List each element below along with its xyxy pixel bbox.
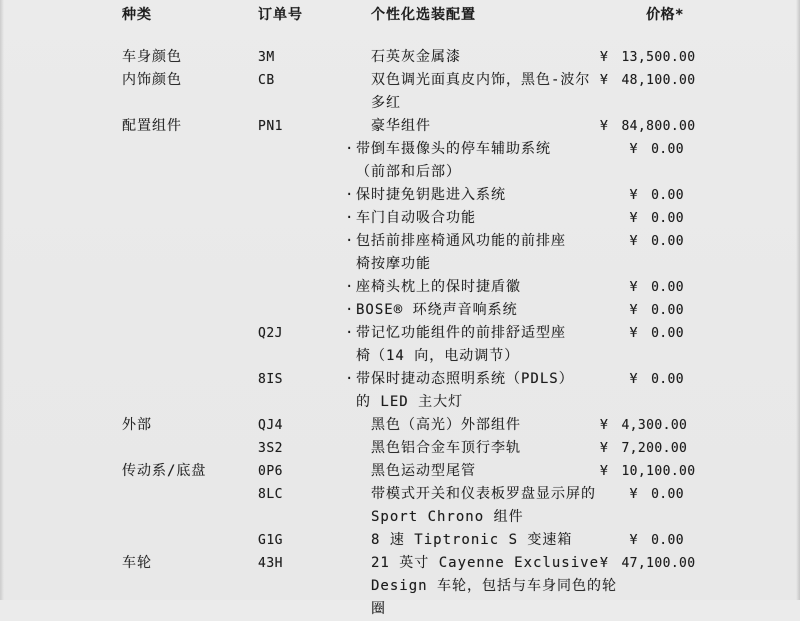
category-cell: 传动系/底盘 [122, 463, 207, 479]
table-row [0, 483, 800, 529]
config-line [345, 391, 600, 414]
category-cell [122, 230, 258, 276]
config-line-text: 8 速 Tiptronic S 变速箱 [371, 532, 573, 548]
category-cell [122, 529, 258, 552]
price-cell: ¥ 47,100.00 [600, 556, 696, 571]
table-row [0, 460, 800, 483]
table-row [0, 529, 800, 552]
header-order-code: 订单号 [258, 7, 303, 23]
category-cell: 车轮 [122, 555, 152, 571]
config-line-text: 黑色（高光）外部组件 [371, 417, 521, 433]
config-cell [345, 552, 618, 621]
config-line [345, 46, 600, 69]
price-cell: ¥ 0.00 [629, 211, 684, 226]
config-line-text: 石英灰金属漆 [371, 49, 461, 65]
config-line [345, 460, 600, 483]
price-cell: ¥ 10,100.00 [600, 464, 696, 479]
price-cell: ¥ 13,500.00 [600, 50, 696, 65]
config-line [345, 598, 600, 621]
table-row [0, 138, 800, 184]
config-line-text: Design 车轮，包括与车身同色的轮 [371, 578, 618, 594]
config-line-text: 黑色铝合金车顶行李轨 [371, 440, 521, 456]
table-row [0, 368, 800, 414]
config-line-text: 包括前排座椅通风功能的前排座 [356, 233, 566, 249]
config-line [345, 161, 600, 184]
price-cell: ¥ 48,100.00 [600, 73, 696, 88]
config-line-text: 椅（14 向，电动调节） [356, 348, 520, 364]
table-row [0, 207, 800, 230]
config-line-text: 带倒车摄像头的停车辅助系统 [356, 141, 551, 157]
config-line-text: 带记忆功能组件的前排舒适型座 [356, 325, 566, 341]
price-cell: ¥ 0.00 [629, 326, 684, 341]
config-line [345, 276, 600, 299]
config-cell [345, 460, 600, 483]
header-price: 价格* [646, 7, 684, 23]
category-cell: 车身颜色 [122, 49, 182, 65]
price-cell: ¥ 0.00 [629, 303, 684, 318]
code-cell [258, 230, 345, 276]
page-right-edge-shadow [796, 0, 800, 600]
code-cell: 3M [258, 50, 275, 65]
table-row [0, 46, 800, 69]
category-cell: 配置组件 [122, 118, 182, 134]
config-line [345, 552, 600, 575]
config-line [345, 437, 600, 460]
code-cell: 3S2 [258, 441, 283, 456]
price-cell: ¥ 0.00 [629, 487, 684, 502]
category-cell [122, 368, 258, 414]
config-line-text: 豪华组件 [371, 118, 431, 134]
config-line [345, 368, 600, 391]
config-line [345, 483, 600, 506]
config-line [345, 138, 600, 161]
table-row [0, 299, 800, 322]
bullet-marker: · [345, 325, 355, 341]
config-cell [345, 322, 600, 368]
config-line [345, 253, 600, 276]
code-cell: G1G [258, 533, 283, 548]
config-line-text: 双色调光面真皮内饰，黑色-波尔 [371, 72, 591, 88]
table-body [0, 46, 800, 621]
price-cell: ¥ 84,800.00 [600, 119, 696, 134]
code-cell [258, 299, 345, 322]
config-cell [345, 276, 600, 299]
price-cell: ¥ 7,200.00 [600, 441, 688, 456]
config-cell [345, 414, 600, 437]
bullet-marker: · [345, 233, 355, 249]
config-cell [345, 138, 600, 184]
table-header [0, 4, 800, 27]
table-row [0, 69, 800, 115]
config-line [345, 414, 600, 437]
config-cell [345, 529, 600, 552]
config-line-text: BOSE® 环绕声音响系统 [356, 302, 518, 318]
config-line-text: 座椅头枕上的保时捷盾徽 [356, 279, 521, 295]
code-cell: 8IS [258, 372, 283, 387]
config-line [345, 230, 600, 253]
config-line [345, 69, 600, 92]
price-cell: ¥ 0.00 [629, 142, 684, 157]
price-cell: ¥ 4,300.00 [600, 418, 688, 433]
price-cell: ¥ 0.00 [629, 533, 684, 548]
code-cell: Q2J [258, 326, 283, 341]
header-config: 个性化选装配置 [371, 7, 476, 23]
header-category: 种类 [122, 7, 152, 23]
config-line-text: （前部和后部） [356, 164, 461, 180]
config-line [345, 322, 600, 345]
page-left-edge-shadow [0, 0, 4, 600]
table-row [0, 552, 800, 621]
config-cell [345, 46, 600, 69]
config-line-text: 保时捷免钥匙进入系统 [356, 187, 506, 203]
category-cell [122, 322, 258, 368]
config-line-text: 多红 [371, 95, 401, 111]
bullet-marker: · [345, 187, 355, 203]
config-cell [345, 115, 600, 138]
bullet-marker: · [345, 141, 355, 157]
bullet-marker: · [345, 371, 355, 387]
table-row [0, 437, 800, 460]
code-cell: 8LC [258, 487, 283, 502]
category-cell [122, 138, 258, 184]
code-cell: CB [258, 73, 275, 88]
code-cell: PN1 [258, 119, 283, 134]
config-line [345, 529, 600, 552]
code-cell: 0P6 [258, 464, 283, 479]
config-line-text: 圈 [371, 601, 386, 617]
category-cell: 内饰颜色 [122, 72, 182, 88]
price-cell: ¥ 0.00 [629, 372, 684, 387]
config-cell [345, 368, 600, 414]
config-line [345, 92, 600, 115]
config-line-text: 车门自动吸合功能 [356, 210, 476, 226]
config-line-text: 黑色运动型尾管 [371, 463, 476, 479]
config-line [345, 184, 600, 207]
config-line-text: 椅按摩功能 [356, 256, 431, 272]
table-row [0, 115, 800, 138]
config-cell [345, 230, 600, 276]
code-cell: QJ4 [258, 418, 283, 433]
category-cell [122, 299, 258, 322]
category-cell [122, 207, 258, 230]
table-row [0, 184, 800, 207]
config-cell [345, 483, 600, 529]
config-line [345, 299, 600, 322]
config-line-text: 带模式开关和仪表板罗盘显示屏的 [371, 486, 596, 502]
price-cell: ¥ 0.00 [629, 188, 684, 203]
price-cell: ¥ 0.00 [629, 280, 684, 295]
bullet-marker: · [345, 210, 355, 226]
bullet-marker: · [345, 302, 355, 318]
config-cell [345, 207, 600, 230]
category-cell [122, 276, 258, 299]
bullet-marker: · [345, 279, 355, 295]
table-row [0, 276, 800, 299]
category-cell [122, 184, 258, 207]
config-line [345, 575, 618, 598]
category-cell: 外部 [122, 417, 152, 433]
code-cell [258, 138, 345, 184]
config-cell [345, 437, 600, 460]
code-cell [258, 276, 345, 299]
table-row [0, 322, 800, 368]
table-row [0, 414, 800, 437]
code-cell: 43H [258, 556, 283, 571]
config-cell [345, 184, 600, 207]
config-cell [345, 69, 600, 115]
config-line-text: Sport Chrono 组件 [371, 509, 524, 525]
code-cell [258, 184, 345, 207]
config-line [345, 207, 600, 230]
config-line-text: 带保时捷动态照明系统（PDLS） [356, 371, 574, 387]
price-cell: ¥ 0.00 [629, 234, 684, 249]
config-line-text: 的 LED 主大灯 [356, 394, 464, 410]
config-line [345, 345, 600, 368]
config-cell [345, 299, 600, 322]
config-line [345, 115, 600, 138]
code-cell [258, 207, 345, 230]
config-line [345, 506, 600, 529]
category-cell [122, 483, 258, 529]
config-line-text: 21 英寸 Cayenne Exclusive [371, 555, 600, 571]
category-cell [122, 437, 258, 460]
table-row [0, 230, 800, 276]
